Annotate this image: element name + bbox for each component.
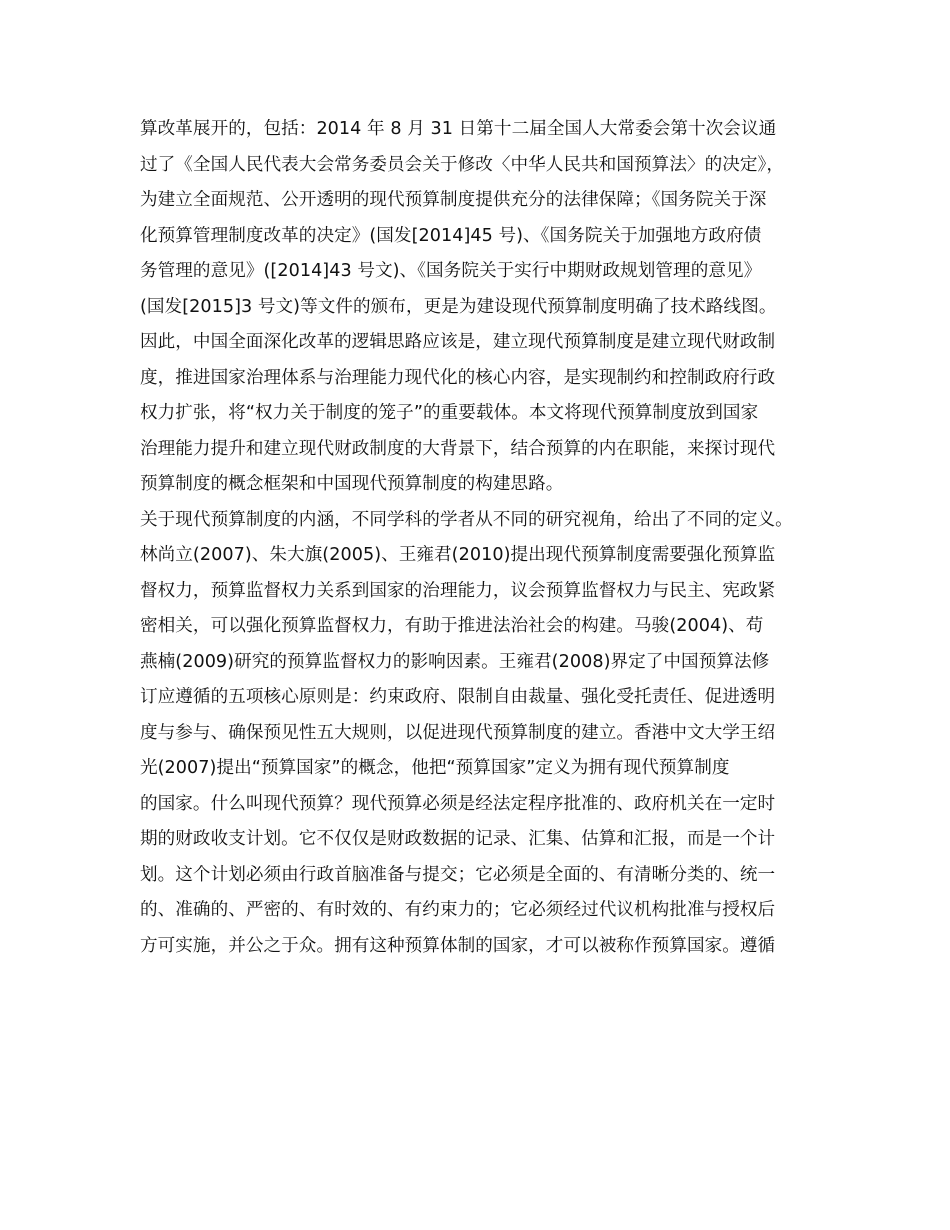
- text-line: 因此，中国全面深化改革的逻辑思路应该是，建立现代预算制度是建立现代财政制: [140, 332, 776, 352]
- text-line: 算改革展开的，包括：2014 年 8 月 31 日第十二届全国人大常委会第十次会议通: [140, 119, 777, 139]
- text-line: 密相关，可以强化预算监督权力，有助于推进法治社会的构建。马骏(2004)、苟: [140, 616, 764, 636]
- text-line: 过了《全国人民代表大会常务委员会关于修改〈中华人民共和国预算法〉的决定》，: [140, 154, 785, 175]
- text-line: 化预算管理制度改革的决定》(国发[2014]45 号)、《国务院关于加强地方政府债: [140, 225, 762, 246]
- text-line: 划。这个计划必须由行政首脑准备与提交；它必须是全面的、有清晰分类的、统一: [140, 864, 776, 885]
- text-line: 务管理的意见》([2014]43 号文)、《国务院关于实行中期财政规划管理的意见》: [140, 261, 762, 281]
- text-line: 预算制度的概念框架和中国现代预算制度的构建思路。: [140, 474, 564, 494]
- text-line: 订应遵循的五项核心原则是：约束政府、限制自由裁量、强化受托责任、促进透明: [140, 687, 776, 707]
- text-line: (国发[2015]3 号文)等文件的颁布，更是为建设现代预算制度明确了技术路线图。: [140, 296, 777, 317]
- text-line: 的国家。什么叫现代预算？现代预算必须是经法定程序批准的、政府机关在一定时: [140, 793, 776, 814]
- text-line: 度，推进国家治理体系与治理能力现代化的核心内容，是实现制约和控制政府行政: [140, 367, 776, 388]
- text-line: 权力扩张，将“权力关于制度的笼子”的重要载体。本文将现代预算制度放到国家: [140, 403, 759, 423]
- text-line: 期的财政收支计划。它不仅仅是财政数据的记录、汇集、估算和汇报，而是一个计: [140, 829, 776, 849]
- text-line: 光(2007)提出“预算国家”的概念，他把“预算国家”定义为拥有现代预算制度: [140, 758, 730, 778]
- text-line: 燕楠(2009)研究的预算监督权力的影响因素。王雍君(2008)界定了中国预算法修: [140, 651, 770, 672]
- text-line: 的、准确的、严密的、有时效的、有约束力的；它必须经过代议机构批准与授权后: [140, 900, 776, 920]
- text-line: 督权力，预算监督权力关系到国家的治理能力，议会预算监督权力与民主、宪政紧: [140, 580, 776, 601]
- text-line: 林尚立(2007)、朱大旗(2005)、王雍君(2010)提出现代预算制度需要强化预算监: [140, 545, 776, 565]
- text-line: 方可实施，并公之于众。拥有这种预算体制的国家，才可以被称作预算国家。遵循: [140, 935, 776, 956]
- body-text: [140, 112, 830, 964]
- text-line: 治理能力提升和建立现代财政制度的大背景下，结合预算的内在职能，来探讨现代: [140, 438, 776, 459]
- text-line: 为建立全面规范、公开透明的现代预算制度提供充分的法律保障；《国务院关于深: [140, 190, 767, 210]
- text-line: 关于现代预算制度的内涵，不同学科的学者从不同的研究视角，给出了不同的定义。: [140, 509, 793, 530]
- text-line: 度与参与、确保预见性五大规则，以促进现代预算制度的建立。香港中文大学王绍: [140, 722, 776, 743]
